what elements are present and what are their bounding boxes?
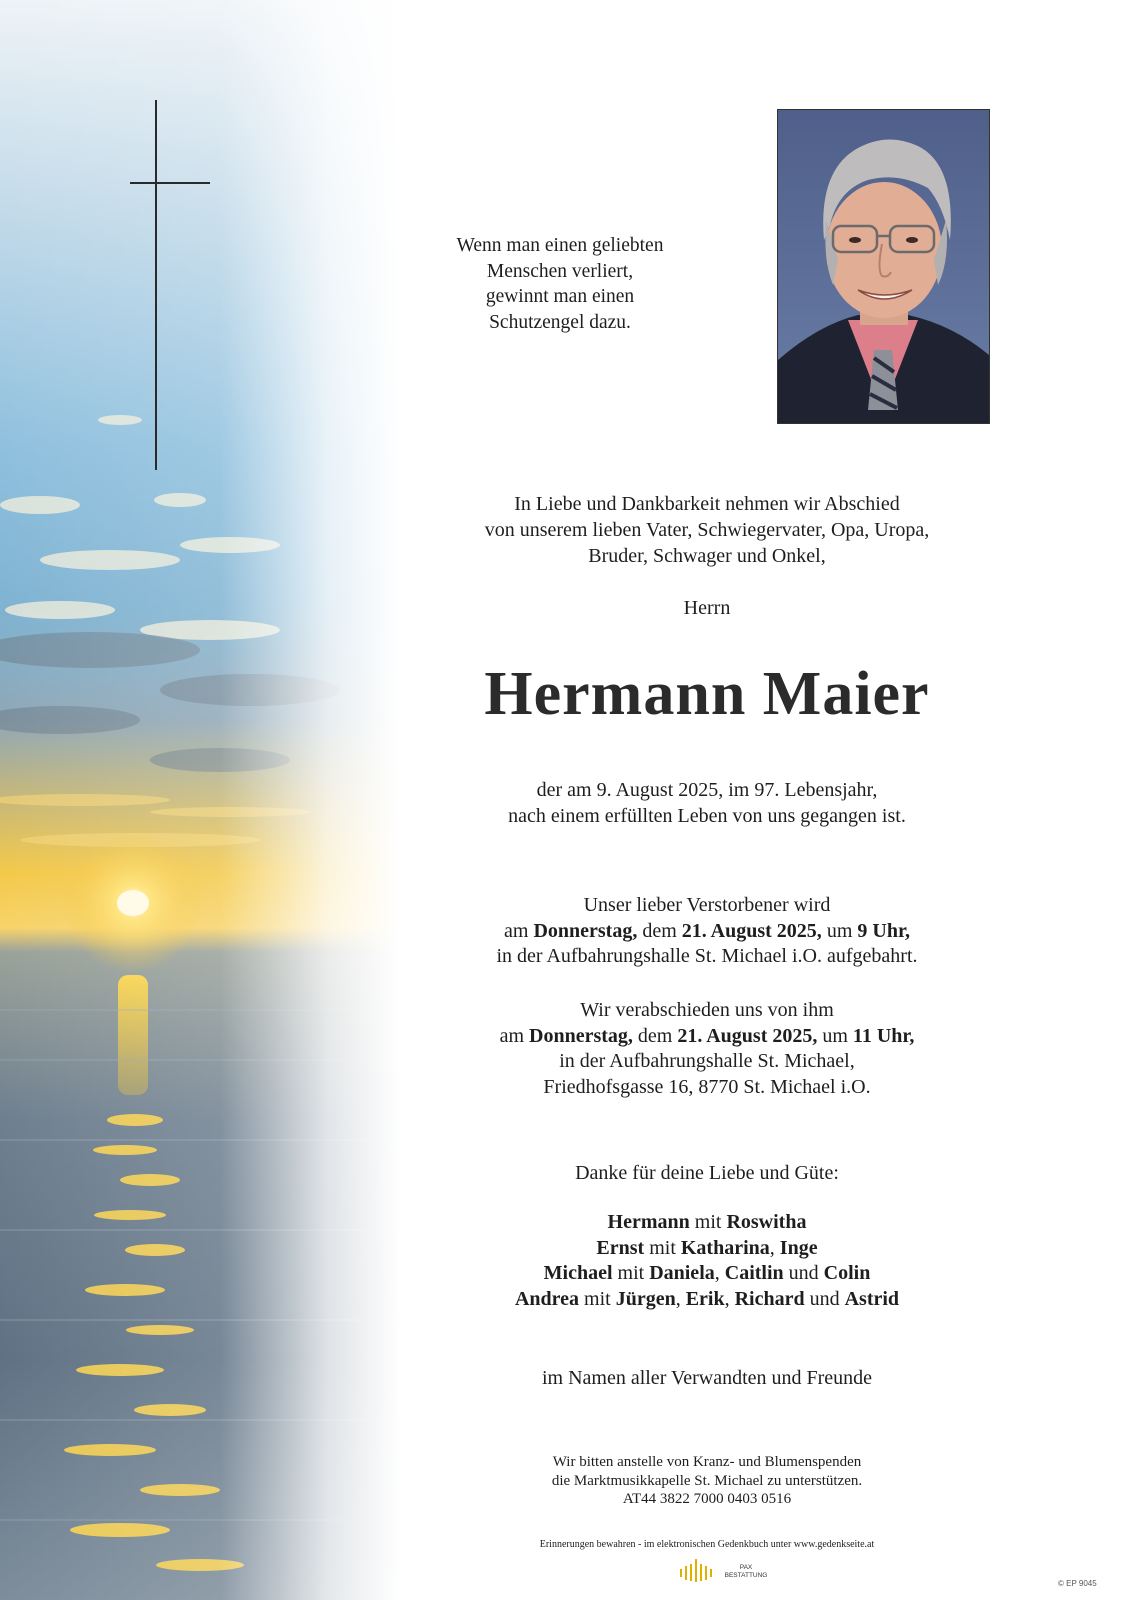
family-name: Daniela bbox=[649, 1262, 715, 1284]
copyright-code: © EP 9045 bbox=[1058, 1579, 1097, 1588]
family-name: Katharina bbox=[680, 1236, 770, 1259]
deceased-name: Hermann Maier bbox=[484, 660, 930, 728]
text-fragment: und bbox=[783, 1262, 824, 1284]
family-name: Richard bbox=[734, 1287, 805, 1310]
text-fragment: , bbox=[714, 1262, 725, 1284]
farewell-info bbox=[400, 998, 1014, 1100]
family-name: Erik bbox=[685, 1287, 725, 1310]
text-fragment: am bbox=[504, 919, 534, 942]
family-name: Hermann bbox=[607, 1211, 690, 1233]
death-notice bbox=[400, 777, 1014, 829]
farewell-date: 21. August 2025, bbox=[677, 1024, 818, 1047]
family-name: Roswitha bbox=[726, 1211, 807, 1233]
portrait-photo bbox=[777, 109, 990, 424]
family-row bbox=[400, 1210, 1014, 1236]
viewing-line: Unser lieber Verstorbener wird bbox=[583, 894, 831, 916]
text-fragment: und bbox=[804, 1287, 845, 1310]
viewing-line: in der Aufbahrungshalle St. Michael i.O. aufgebahrt. bbox=[496, 945, 918, 967]
text-fragment: mit bbox=[612, 1262, 650, 1284]
farewell-line: Friedhofsgasse 16, 8770 St. Michael i.O. bbox=[543, 1075, 871, 1098]
salutation: Herrn bbox=[683, 597, 731, 619]
text-fragment: um bbox=[817, 1024, 853, 1047]
sunset-sea-image bbox=[0, 0, 400, 1600]
family-row bbox=[400, 1236, 1014, 1262]
text-fragment: , bbox=[724, 1287, 735, 1310]
family-name: Michael bbox=[543, 1262, 613, 1284]
text-fragment: mit bbox=[579, 1287, 616, 1310]
death-line: der am 9. August 2025, im 97. Lebensjahr, bbox=[536, 779, 878, 801]
family-row bbox=[400, 1287, 1014, 1313]
quote-line: Schutzengel dazu. bbox=[489, 311, 631, 333]
death-line: nach einem erfüllten Leben von uns gegangen ist. bbox=[508, 805, 906, 827]
text-fragment: , bbox=[769, 1236, 780, 1259]
logo-text bbox=[720, 1564, 772, 1580]
viewing-date: 21. August 2025, bbox=[681, 919, 822, 942]
memorial-quote bbox=[430, 233, 690, 335]
farewell-intro bbox=[400, 491, 1014, 569]
cross-horizontal-bar bbox=[130, 182, 210, 184]
text-fragment: mit bbox=[644, 1236, 681, 1259]
intro-line: von unserem lieben Vater, Schwiegervater, Opa, Uropa, bbox=[484, 519, 930, 541]
family-name: Caitlin bbox=[724, 1262, 784, 1284]
cross-vertical-bar bbox=[155, 100, 157, 470]
text-fragment: , bbox=[675, 1287, 686, 1310]
family-name: Colin bbox=[823, 1262, 871, 1284]
text-fragment: am bbox=[499, 1024, 529, 1047]
family-name: Jürgen bbox=[615, 1287, 676, 1310]
quote-line: gewinnt man einen bbox=[485, 286, 635, 307]
family-name: Astrid bbox=[844, 1287, 900, 1310]
viewing-info bbox=[400, 893, 1014, 970]
text-fragment: um bbox=[821, 919, 858, 942]
donation-iban: AT44 3822 7000 0403 0516 bbox=[622, 1491, 792, 1507]
viewing-day: Donnerstag, bbox=[533, 919, 638, 942]
family-list bbox=[400, 1210, 1014, 1312]
quote-line: Menschen verliert, bbox=[486, 260, 634, 282]
text-fragment: dem bbox=[637, 919, 682, 942]
donation-request bbox=[400, 1453, 1014, 1509]
farewell-line: Wir verabschieden uns von ihm bbox=[580, 999, 834, 1021]
farewell-line: in der Aufbahrungshalle St. Michael, bbox=[559, 1050, 855, 1072]
logo-line: BESTATTUNG bbox=[724, 1572, 768, 1579]
memorial-note: Erinnerungen bewahren - im elektronischen Gedenkbuch unter www.gedenkseite.at bbox=[539, 1539, 875, 1550]
family-name: Ernst bbox=[596, 1236, 645, 1259]
viewing-date-line bbox=[400, 919, 1014, 945]
farewell-day: Donnerstag, bbox=[529, 1024, 633, 1047]
pax-bestattung-logo bbox=[678, 1559, 773, 1583]
donation-line: die Marktmusikkapelle St. Michael zu unterstützen. bbox=[551, 1472, 863, 1489]
quote-line: Wenn man einen geliebten bbox=[456, 235, 664, 256]
thanks-line: Danke für deine Liebe und Güte: bbox=[575, 1162, 839, 1184]
farewell-time: 11 Uhr, bbox=[852, 1024, 915, 1047]
farewell-date-line bbox=[400, 1024, 1014, 1050]
family-name: Andrea bbox=[514, 1287, 580, 1310]
text-fragment: dem bbox=[632, 1024, 678, 1047]
family-row bbox=[400, 1261, 1014, 1287]
intro-line: In Liebe und Dankbarkeit nehmen wir Abschied bbox=[514, 493, 900, 515]
logo-bars-icon bbox=[678, 1559, 720, 1583]
viewing-time: 9 Uhr, bbox=[857, 919, 910, 942]
donation-line: Wir bitten anstelle von Kranz- und Blumenspenden bbox=[552, 1454, 862, 1470]
text-fragment: mit bbox=[689, 1211, 727, 1233]
logo-line: PAX bbox=[739, 1564, 753, 1571]
closing-line: im Namen aller Verwandten und Freunde bbox=[541, 1367, 873, 1389]
intro-line: Bruder, Schwager und Onkel, bbox=[588, 545, 826, 567]
family-name: Inge bbox=[779, 1236, 818, 1259]
